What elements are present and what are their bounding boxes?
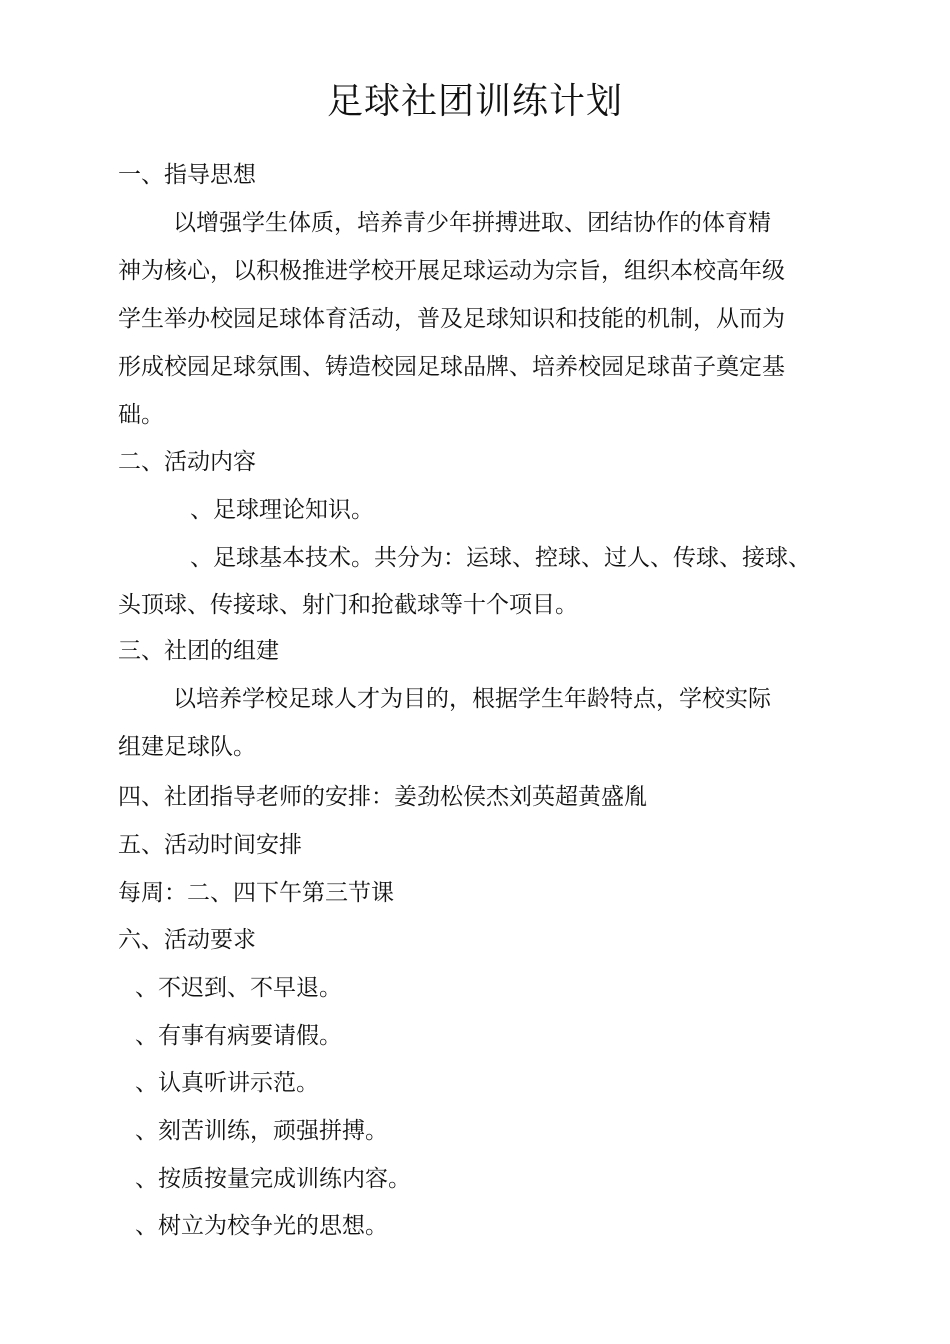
list-item: 、按质按量完成训练内容。 [135,1166,411,1192]
paragraph-line: 以培养学校足球人才为目的，根据学生年龄特点，学校实际 [173,686,771,712]
section-heading-guiding-thought: 一、指导思想 [118,162,256,188]
section-heading-club-formation: 三、社团的组建 [118,638,279,664]
list-item: 、不迟到、不早退。 [135,975,342,1001]
paragraph-line: 础。 [118,402,164,428]
list-item: 、认真听讲示范。 [135,1070,319,1096]
document-title: 足球社团训练计划 [326,81,623,122]
section-heading-schedule: 五、活动时间安排 [118,832,302,858]
list-item: 、足球理论知识。 [190,497,374,523]
paragraph-line: 神为核心，以积极推进学校开展足球运动为宗旨，组织本校高年级 [118,258,785,284]
list-item: 、树立为校争光的思想。 [135,1213,388,1239]
paragraph-line: 以增强学生体质，培养青少年拼搏进取、团结协作的体育精 [173,210,771,236]
paragraph-line: 形成校园足球氛围、铸造校园足球品牌、培养校园足球苗子奠定基 [118,354,785,380]
list-item: 、足球基本技术。共分为：运球、控球、过人、传球、接球、 [190,545,811,571]
section-heading-instructors: 四、社团指导老师的安排：姜劲松侯杰刘英超黄盛胤 [118,784,647,810]
schedule-line: 每周：二、四下午第三节课 [118,880,394,906]
paragraph-line: 组建足球队。 [118,734,256,760]
section-heading-activity-content: 二、活动内容 [118,449,256,475]
paragraph-line: 学生举办校园足球体育活动，普及足球知识和技能的机制，从而为 [118,306,785,332]
list-item-continuation: 头顶球、传接球、射门和抢截球等十个项目。 [118,592,578,618]
list-item: 、刻苦训练，顽强拼搏。 [135,1118,388,1144]
list-item: 、有事有病要请假。 [135,1023,342,1049]
section-heading-requirements: 六、活动要求 [118,927,256,953]
